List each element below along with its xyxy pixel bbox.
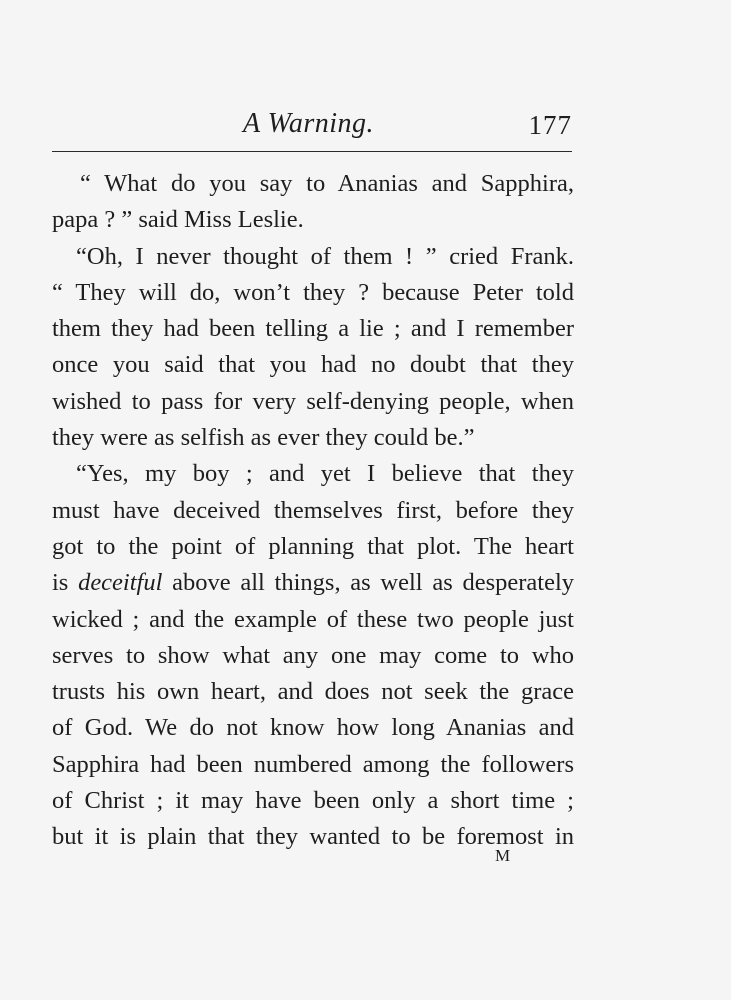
text-line: once you said that you had no doubt that they — [52, 351, 574, 379]
running-title: A Warning. — [243, 108, 375, 139]
text-line: them they had been telling a lie ; and I remember — [52, 315, 574, 343]
emphasized-word: deceitful — [78, 569, 163, 597]
text-line: “Oh, I never thought of them ! ” cried Frank. — [76, 242, 574, 270]
text-line: wicked ; and the example of these two people just — [52, 605, 574, 633]
text-line: serves to show what any one may come to who — [52, 641, 574, 669]
text-line: wished to pass for very self-denying people, when — [52, 387, 574, 415]
text-line: “ They will do, won’t they ? because Peter told — [52, 278, 574, 306]
text-line: got to the point of planning that plot. The heart — [52, 532, 574, 560]
header-rule — [52, 151, 572, 152]
body-text — [52, 166, 574, 856]
text-line: trusts his own heart, and does not seek the grace — [52, 678, 574, 706]
text-line: of God. We do not know how long Ananias and — [52, 714, 574, 742]
text-line-emphasis — [52, 565, 574, 601]
text-fragment: above all things, as well as desperately — [162, 569, 575, 597]
text-line: of Christ ; it may have been only a short time ; — [52, 787, 574, 815]
text-line: “ What do you say to Ananias and Sapphira, — [80, 170, 574, 197]
text-line: they were as selfish as ever they could be.” — [52, 424, 475, 452]
page-header — [52, 108, 572, 144]
text-line: Sapphira had been numbered among the followers — [52, 750, 574, 778]
page-number: 177 — [528, 110, 572, 140]
text-line: papa ? ” said Miss Leslie. — [52, 206, 304, 234]
signature-mark: M — [495, 846, 512, 865]
text-line: “Yes, my boy ; and yet I believe that they — [76, 460, 574, 488]
text-line: but it is plain that they wanted to be foremost in — [52, 823, 574, 851]
text-line: must have deceived themselves first, before they — [52, 496, 574, 524]
text-fragment: is — [52, 569, 79, 597]
